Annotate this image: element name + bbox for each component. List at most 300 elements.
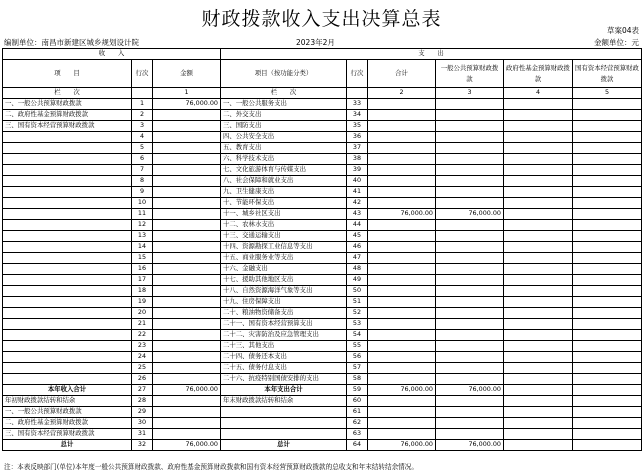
expense-fund xyxy=(504,198,573,209)
table-row xyxy=(3,220,642,231)
expense-item xyxy=(221,429,347,440)
income-amount xyxy=(153,220,221,231)
table-row xyxy=(3,374,642,385)
expense-item: 二十五、债务付息支出 xyxy=(221,363,347,374)
expense-fund xyxy=(504,231,573,242)
index-n5: 5 xyxy=(573,88,642,99)
table-row xyxy=(3,132,642,143)
expense-total: 76,000.00 xyxy=(368,440,436,451)
expense-total xyxy=(368,165,436,176)
income-seq: 9 xyxy=(132,187,153,198)
expense-total xyxy=(368,187,436,198)
income-amount xyxy=(153,176,221,187)
expense-seq: 47 xyxy=(347,253,368,264)
expense-item: 二十、粮油物资储备支出 xyxy=(221,308,347,319)
expense-fund xyxy=(504,143,573,154)
income-item xyxy=(3,198,132,209)
expense-state xyxy=(573,330,642,341)
income-amount xyxy=(153,253,221,264)
expense-general xyxy=(436,110,504,121)
expense-general xyxy=(436,165,504,176)
expense-seq: 36 xyxy=(347,132,368,143)
expense-seq: 41 xyxy=(347,187,368,198)
expense-fund xyxy=(504,132,573,143)
expense-state xyxy=(573,154,642,165)
expense-item: 总计 xyxy=(221,440,347,451)
income-item xyxy=(3,209,132,220)
fund-budget-header: 政府性基金预算财政拨款 xyxy=(504,60,573,88)
table-row xyxy=(3,231,642,242)
expense-general xyxy=(436,418,504,429)
expense-general xyxy=(436,231,504,242)
income-item xyxy=(3,264,132,275)
form-number: 草案04表 xyxy=(606,26,639,35)
expense-fund xyxy=(504,165,573,176)
table-row xyxy=(3,275,642,286)
income-item xyxy=(3,352,132,363)
income-amount xyxy=(153,363,221,374)
expense-total xyxy=(368,275,436,286)
income-amount: 76,000.00 xyxy=(153,99,221,110)
currency-unit: 金额单位：元 xyxy=(594,38,639,47)
carry-row xyxy=(3,429,642,440)
expense-general xyxy=(436,396,504,407)
expense-fund xyxy=(504,341,573,352)
expense-fund xyxy=(504,242,573,253)
income-seq: 12 xyxy=(132,220,153,231)
expense-item: 四、公共安全支出 xyxy=(221,132,347,143)
income-seq: 15 xyxy=(132,253,153,264)
expense-fund xyxy=(504,220,573,231)
expense-state xyxy=(573,396,642,407)
income-item: 三、国有资本经营预算财政拨款 xyxy=(3,429,132,440)
table-row xyxy=(3,165,642,176)
income-item xyxy=(3,242,132,253)
expense-general: 76,000.00 xyxy=(436,385,504,396)
expense-general xyxy=(436,308,504,319)
report-period: 2023年2月 xyxy=(296,38,335,47)
income-item xyxy=(3,143,132,154)
expense-state xyxy=(573,418,642,429)
expense-state xyxy=(573,407,642,418)
income-item: 一、一般公共预算财政拨款 xyxy=(3,407,132,418)
income-item xyxy=(3,187,132,198)
expense-total xyxy=(368,308,436,319)
expense-state xyxy=(573,308,642,319)
expense-general xyxy=(436,242,504,253)
expense-item: 十一、城乡社区支出 xyxy=(221,209,347,220)
expense-total xyxy=(368,286,436,297)
expense-seq: 42 xyxy=(347,198,368,209)
expense-seq: 48 xyxy=(347,264,368,275)
income-seq: 25 xyxy=(132,363,153,374)
income-seq: 27 xyxy=(132,385,153,396)
income-item xyxy=(3,231,132,242)
expense-seq: 40 xyxy=(347,176,368,187)
expense-seq: 53 xyxy=(347,319,368,330)
column-header-row xyxy=(3,60,642,88)
index-col2-label: 栏 次 xyxy=(221,88,347,99)
income-amount xyxy=(153,264,221,275)
carry-row xyxy=(3,418,642,429)
expense-general xyxy=(436,132,504,143)
expense-state xyxy=(573,176,642,187)
expense-item: 六、科学技术支出 xyxy=(221,154,347,165)
expense-general xyxy=(436,330,504,341)
expense-seq: 43 xyxy=(347,209,368,220)
income-seq: 26 xyxy=(132,374,153,385)
expense-item: 十九、住房保障支出 xyxy=(221,297,347,308)
income-seq: 2 xyxy=(132,110,153,121)
expense-general xyxy=(436,341,504,352)
expense-state xyxy=(573,242,642,253)
income-amount xyxy=(153,429,221,440)
expense-seq: 51 xyxy=(347,297,368,308)
expense-total xyxy=(368,220,436,231)
expense-seq: 57 xyxy=(347,363,368,374)
table-row xyxy=(3,352,642,363)
income-seq: 7 xyxy=(132,165,153,176)
index-n4: 4 xyxy=(504,88,573,99)
grand-total-row xyxy=(3,440,642,451)
expense-state xyxy=(573,209,642,220)
expense-fund xyxy=(504,319,573,330)
expense-state xyxy=(573,341,642,352)
expense-total xyxy=(368,374,436,385)
table-row xyxy=(3,297,642,308)
expense-fund xyxy=(504,396,573,407)
expense-item: 五、教育支出 xyxy=(221,143,347,154)
expense-general xyxy=(436,407,504,418)
expense-fund xyxy=(504,330,573,341)
expense-seq: 34 xyxy=(347,110,368,121)
income-seq: 13 xyxy=(132,231,153,242)
blank-cell xyxy=(132,88,153,99)
index-row xyxy=(3,88,642,99)
expense-item: 九、卫生健康支出 xyxy=(221,187,347,198)
income-seq: 19 xyxy=(132,297,153,308)
expense-seq: 58 xyxy=(347,374,368,385)
expense-total xyxy=(368,264,436,275)
expense-general xyxy=(436,253,504,264)
expense-state xyxy=(573,264,642,275)
income-seq: 6 xyxy=(132,154,153,165)
income-amount xyxy=(153,209,221,220)
income-item xyxy=(3,253,132,264)
income-seq: 17 xyxy=(132,275,153,286)
expense-seq: 52 xyxy=(347,308,368,319)
expense-general xyxy=(436,275,504,286)
expense-item: 二十一、国有资本经营预算支出 xyxy=(221,319,347,330)
expense-general xyxy=(436,154,504,165)
expense-seq: 39 xyxy=(347,165,368,176)
expense-seq: 44 xyxy=(347,220,368,231)
expense-fund xyxy=(504,154,573,165)
expense-item: 二十六、抗疫特别国债安排的支出 xyxy=(221,374,347,385)
expense-seq: 46 xyxy=(347,242,368,253)
expense-item: 八、社会保障和就业支出 xyxy=(221,176,347,187)
income-item xyxy=(3,297,132,308)
income-amount xyxy=(153,341,221,352)
expense-state xyxy=(573,286,642,297)
expense-total xyxy=(368,363,436,374)
table-row xyxy=(3,308,642,319)
income-total-row xyxy=(3,385,642,396)
income-item: 二、政府性基金预算财政拨款 xyxy=(3,110,132,121)
income-amount xyxy=(153,319,221,330)
expense-total: 76,000.00 xyxy=(368,385,436,396)
carry-row xyxy=(3,396,642,407)
expense-total xyxy=(368,253,436,264)
table-row xyxy=(3,154,642,165)
expense-seq: 49 xyxy=(347,275,368,286)
table-row xyxy=(3,187,642,198)
expense-header: 支 出 xyxy=(221,49,642,60)
income-seq: 16 xyxy=(132,264,153,275)
expense-total xyxy=(368,198,436,209)
expense-general xyxy=(436,374,504,385)
expense-seq: 45 xyxy=(347,231,368,242)
income-seq: 11 xyxy=(132,209,153,220)
expense-fund xyxy=(504,209,573,220)
expense-fund xyxy=(504,275,573,286)
expense-state xyxy=(573,253,642,264)
report-title: 财政拨款收入支出决算总表 xyxy=(201,8,442,30)
income-amount xyxy=(153,242,221,253)
expense-seq: 64 xyxy=(347,440,368,451)
expense-general xyxy=(436,319,504,330)
expense-general: 76,000.00 xyxy=(436,440,504,451)
income-amount xyxy=(153,396,221,407)
expense-item xyxy=(221,407,347,418)
income-seq: 14 xyxy=(132,242,153,253)
table-row xyxy=(3,121,642,132)
expense-item: 二十四、债务还本支出 xyxy=(221,352,347,363)
expense-general xyxy=(436,187,504,198)
expense-fund xyxy=(504,99,573,110)
expense-fund xyxy=(504,297,573,308)
expense-state xyxy=(573,165,642,176)
expense-state xyxy=(573,143,642,154)
income-item xyxy=(3,286,132,297)
footnote: 注：本表反映部门(单位)本年度一般公共预算财政拨款、政府性基金预算财政拨款和国有资本经营预算财政拨款的总收支和年末结转结余情况。 xyxy=(4,463,418,471)
expense-item: 十六、金融支出 xyxy=(221,264,347,275)
income-seq: 1 xyxy=(132,99,153,110)
income-seq: 5 xyxy=(132,143,153,154)
total-header: 合计 xyxy=(368,60,436,88)
expense-total xyxy=(368,242,436,253)
income-amount xyxy=(153,132,221,143)
expense-fund xyxy=(504,286,573,297)
income-item xyxy=(3,220,132,231)
expense-item: 一、一般公共服务支出 xyxy=(221,99,347,110)
expense-state xyxy=(573,187,642,198)
expense-state xyxy=(573,99,642,110)
table-row xyxy=(3,363,642,374)
index-n3: 3 xyxy=(436,88,504,99)
expense-general xyxy=(436,429,504,440)
income-item xyxy=(3,319,132,330)
expense-fund xyxy=(504,308,573,319)
expense-item: 二十二、灾害防治及应急管理支出 xyxy=(221,330,347,341)
expense-total xyxy=(368,418,436,429)
income-item xyxy=(3,363,132,374)
income-amount xyxy=(153,275,221,286)
index-n1: 1 xyxy=(153,88,221,99)
income-item: 一、一般公共预算财政拨款 xyxy=(3,99,132,110)
income-amount xyxy=(153,418,221,429)
expense-item: 十、节能环保支出 xyxy=(221,198,347,209)
income-item: 三、国有资本经营预算财政拨款 xyxy=(3,121,132,132)
income-amount xyxy=(153,121,221,132)
income-amount xyxy=(153,165,221,176)
income-seq: 28 xyxy=(132,396,153,407)
income-seq: 8 xyxy=(132,176,153,187)
expense-state xyxy=(573,231,642,242)
table-row xyxy=(3,209,642,220)
income-item xyxy=(3,308,132,319)
expense-item: 三、国防支出 xyxy=(221,121,347,132)
expense-state xyxy=(573,319,642,330)
income-amount xyxy=(153,308,221,319)
index-col-label: 栏 次 xyxy=(3,88,132,99)
table-row xyxy=(3,198,642,209)
expense-general xyxy=(436,176,504,187)
income-seq: 31 xyxy=(132,429,153,440)
expense-item: 二、外交支出 xyxy=(221,110,347,121)
expense-seq: 33 xyxy=(347,99,368,110)
expense-state xyxy=(573,198,642,209)
income-item xyxy=(3,154,132,165)
expense-state xyxy=(573,275,642,286)
general-budget-header: 一般公共预算财政拨款 xyxy=(436,60,504,88)
table-row xyxy=(3,143,642,154)
income-seq: 22 xyxy=(132,330,153,341)
expense-item: 二十三、其他支出 xyxy=(221,341,347,352)
table-row xyxy=(3,110,642,121)
seq2-header: 行次 xyxy=(347,60,368,88)
expense-item xyxy=(221,418,347,429)
income-seq: 32 xyxy=(132,440,153,451)
income-amount: 76,000.00 xyxy=(153,440,221,451)
income-seq: 30 xyxy=(132,418,153,429)
expense-state xyxy=(573,220,642,231)
expense-total xyxy=(368,99,436,110)
expense-state xyxy=(573,440,642,451)
expense-total xyxy=(368,407,436,418)
expense-state xyxy=(573,110,642,121)
expense-total xyxy=(368,154,436,165)
income-item xyxy=(3,132,132,143)
income-amount: 76,000.00 xyxy=(153,385,221,396)
income-amount xyxy=(153,407,221,418)
income-seq: 10 xyxy=(132,198,153,209)
seq-header: 行次 xyxy=(132,60,153,88)
expense-state xyxy=(573,429,642,440)
expense-fund xyxy=(504,187,573,198)
expense-seq: 50 xyxy=(347,286,368,297)
income-item xyxy=(3,176,132,187)
carry-row xyxy=(3,407,642,418)
table-row xyxy=(3,341,642,352)
expense-total xyxy=(368,396,436,407)
expense-general xyxy=(436,363,504,374)
expense-total xyxy=(368,143,436,154)
income-item: 总计 xyxy=(3,440,132,451)
expense-fund xyxy=(504,429,573,440)
expense-fund xyxy=(504,176,573,187)
expense-fund xyxy=(504,363,573,374)
expense-fund xyxy=(504,407,573,418)
reporting-unit: 编制单位：南昌市新建区城乡规划设计院 xyxy=(4,38,139,47)
income-seq: 20 xyxy=(132,308,153,319)
income-amount xyxy=(153,231,221,242)
income-seq: 29 xyxy=(132,407,153,418)
income-item xyxy=(3,374,132,385)
expense-state xyxy=(573,121,642,132)
expense-general xyxy=(436,99,504,110)
income-header: 收 入 xyxy=(3,49,221,60)
income-item: 年初财政拨款结转和结余 xyxy=(3,396,132,407)
expense-fund xyxy=(504,121,573,132)
expense-seq: 62 xyxy=(347,418,368,429)
income-item xyxy=(3,165,132,176)
expense-seq: 55 xyxy=(347,341,368,352)
expense-fund xyxy=(504,440,573,451)
expense-general xyxy=(436,297,504,308)
expense-general xyxy=(436,121,504,132)
amount-header: 金额 xyxy=(153,60,221,88)
expense-total xyxy=(368,319,436,330)
expense-fund xyxy=(504,110,573,121)
income-amount xyxy=(153,352,221,363)
table-row xyxy=(3,99,642,110)
income-seq: 21 xyxy=(132,319,153,330)
expense-fund xyxy=(504,352,573,363)
state-capital-header: 国有资本经营预算财政拨款 xyxy=(573,60,642,88)
expense-state xyxy=(573,385,642,396)
income-amount xyxy=(153,297,221,308)
expense-seq: 37 xyxy=(347,143,368,154)
expense-total xyxy=(368,297,436,308)
income-amount xyxy=(153,143,221,154)
expense-item: 七、文化旅游体育与传媒支出 xyxy=(221,165,347,176)
table-row xyxy=(3,264,642,275)
expense-fund xyxy=(504,374,573,385)
expense-seq: 38 xyxy=(347,154,368,165)
expense-general xyxy=(436,352,504,363)
expense-total xyxy=(368,110,436,121)
income-item: 二、政府性基金预算财政拨款 xyxy=(3,418,132,429)
expense-total xyxy=(368,352,436,363)
income-seq: 23 xyxy=(132,341,153,352)
expense-total xyxy=(368,429,436,440)
expense-general xyxy=(436,143,504,154)
expense-item: 本年支出合计 xyxy=(221,385,347,396)
expense-state xyxy=(573,363,642,374)
item-header: 项 目 xyxy=(3,60,132,88)
expense-total xyxy=(368,341,436,352)
expense-total xyxy=(368,330,436,341)
income-amount xyxy=(153,187,221,198)
expense-total xyxy=(368,132,436,143)
expense-seq: 60 xyxy=(347,396,368,407)
expense-total xyxy=(368,176,436,187)
expense-general xyxy=(436,286,504,297)
expense-seq: 61 xyxy=(347,407,368,418)
income-seq: 3 xyxy=(132,121,153,132)
expense-seq: 35 xyxy=(347,121,368,132)
